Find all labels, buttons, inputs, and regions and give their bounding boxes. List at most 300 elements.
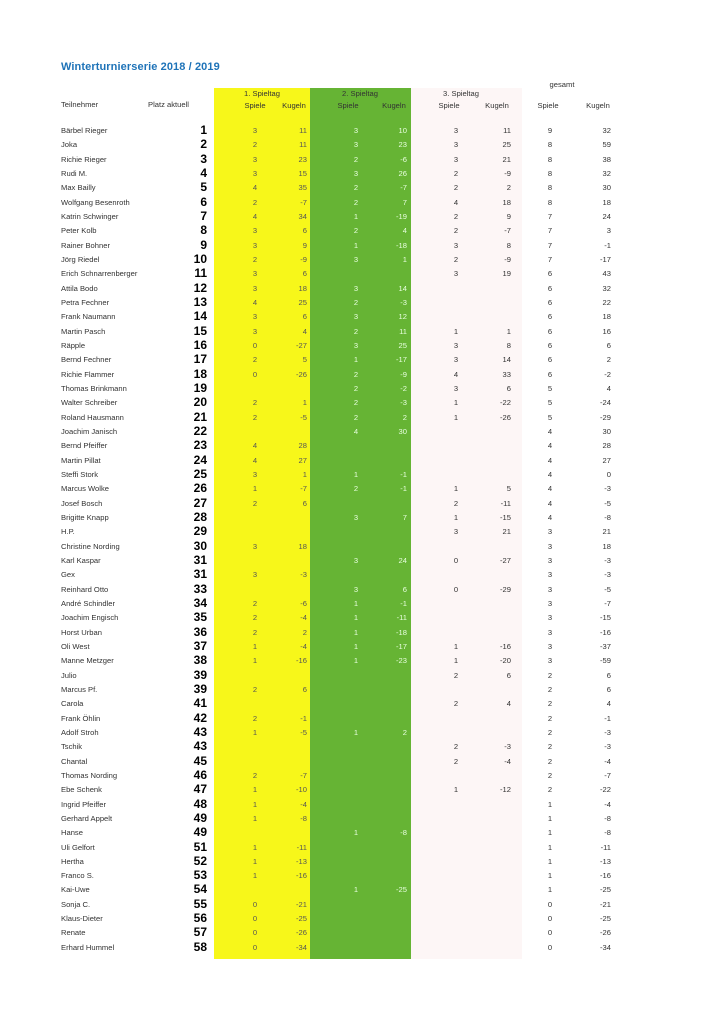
spieltag2-spiele: 1 bbox=[353, 828, 359, 838]
table-row bbox=[0, 353, 717, 367]
spieltag1-spiele: 3 bbox=[252, 126, 258, 135]
table-row bbox=[0, 697, 717, 711]
spieltag3-kugeln: -9 bbox=[504, 254, 511, 264]
participant-name: Richie Rieger bbox=[61, 154, 107, 164]
spieltag1-kugeln: 5 bbox=[302, 355, 307, 365]
spieltag1-spiele: 2 bbox=[252, 254, 258, 264]
spieltag3-kugeln: -27 bbox=[500, 555, 511, 565]
gesamt-kugeln: -5 bbox=[604, 584, 611, 594]
gesamt-kugeln: 6 bbox=[606, 670, 611, 680]
place: 38 bbox=[193, 653, 207, 668]
spieltag1-kugeln: -16 bbox=[296, 656, 307, 666]
spieltag3-kugeln: -16 bbox=[500, 641, 511, 651]
participant-name: Franco S. bbox=[61, 871, 94, 881]
spieltag3-spiele: 3 bbox=[453, 383, 459, 393]
participant-name: Katrin Schwinger bbox=[61, 211, 119, 221]
spieltag3-kugeln: -11 bbox=[500, 498, 511, 508]
spieltag3-spiele: 1 bbox=[453, 785, 459, 795]
spieltag1-spiele: 2 bbox=[252, 355, 258, 365]
spieltag2-spiele: 3 bbox=[353, 340, 359, 350]
gesamt-kugeln: -13 bbox=[600, 856, 611, 866]
table-row bbox=[0, 153, 717, 167]
gesamt-kugeln: -2 bbox=[604, 369, 611, 379]
table-row bbox=[0, 554, 717, 568]
spieltag3-spiele: 4 bbox=[453, 369, 459, 379]
spieltag2-kugeln: -1 bbox=[400, 484, 407, 494]
spieltag1-kugeln: 1 bbox=[302, 398, 307, 408]
spieltag1-kugeln: -16 bbox=[296, 871, 307, 881]
spieltag1-kugeln: -13 bbox=[296, 856, 307, 866]
spieltag2-spiele: 1 bbox=[353, 656, 359, 666]
spieltag1-kugeln: 6 bbox=[302, 312, 307, 322]
spieltag2-spiele: 3 bbox=[353, 584, 359, 594]
spieltag1-spiele: 0 bbox=[252, 928, 258, 938]
table-row bbox=[0, 124, 717, 138]
table-row bbox=[0, 167, 717, 181]
spieltag2-spiele: 3 bbox=[353, 512, 359, 522]
place: 51 bbox=[193, 839, 207, 854]
spieltag1-spiele: 4 bbox=[252, 297, 258, 307]
gesamt-spiele: 0 bbox=[547, 928, 553, 938]
spieltag2-spiele: 1 bbox=[353, 211, 359, 221]
place: 33 bbox=[193, 581, 207, 596]
place: 46 bbox=[193, 767, 207, 782]
participant-name: Erich Schnarrenberger bbox=[61, 269, 138, 279]
spieltag1-spiele: 2 bbox=[252, 498, 258, 508]
spieltag2-spiele: 2 bbox=[353, 183, 359, 193]
spieltag2-kugeln: 24 bbox=[398, 555, 407, 565]
place: 14 bbox=[193, 309, 207, 324]
header-platz: Platz aktuell bbox=[148, 100, 189, 109]
gesamt-kugeln: -8 bbox=[604, 512, 611, 522]
gesamt-spiele: 2 bbox=[547, 684, 553, 694]
spieltag1-kugeln: 4 bbox=[302, 326, 307, 336]
gesamt-spiele: 3 bbox=[547, 627, 553, 637]
spieltag3-spiele: 2 bbox=[453, 226, 459, 236]
spieltag3-spiele: 2 bbox=[453, 498, 459, 508]
participant-name: Klaus-Dieter bbox=[61, 914, 103, 924]
gesamt-spiele: 2 bbox=[547, 770, 553, 780]
place: 31 bbox=[193, 552, 207, 567]
spieltag3-kugeln: -20 bbox=[500, 656, 511, 666]
participant-name: Wolfgang Besenroth bbox=[61, 197, 130, 207]
participant-name: Gerhard Appelt bbox=[61, 813, 113, 823]
spieltag1-spiele: 4 bbox=[252, 441, 258, 451]
spieltag2-kugeln: 23 bbox=[398, 140, 407, 150]
gesamt-kugeln: -7 bbox=[604, 770, 611, 780]
table-row bbox=[0, 368, 717, 382]
header-gesamt: gesamt bbox=[549, 80, 575, 89]
gesamt-kugeln: 59 bbox=[602, 140, 611, 150]
spieltag1-kugeln: 6 bbox=[302, 498, 307, 508]
spieltag2-spiele: 2 bbox=[353, 154, 359, 164]
place: 12 bbox=[193, 280, 207, 295]
header-spiele-2: Spiele bbox=[337, 101, 359, 110]
place: 31 bbox=[193, 567, 207, 582]
header-spiele-3: Spiele bbox=[438, 101, 460, 110]
place: 45 bbox=[193, 753, 207, 768]
spieltag2-kugeln: 14 bbox=[398, 283, 407, 293]
table-row bbox=[0, 755, 717, 769]
table-row bbox=[0, 296, 717, 310]
header-spieltag2: 2. Spieltag bbox=[342, 89, 378, 98]
gesamt-kugeln: 43 bbox=[602, 269, 611, 279]
place: 37 bbox=[193, 638, 207, 653]
spieltag1-spiele: 1 bbox=[252, 484, 258, 494]
spieltag1-kugeln: 27 bbox=[298, 455, 307, 465]
spieltag1-kugeln: -5 bbox=[300, 412, 307, 422]
spieltag1-kugeln: -7 bbox=[300, 197, 307, 207]
spieltag3-kugeln: 6 bbox=[506, 383, 511, 393]
place: 49 bbox=[193, 810, 207, 825]
place: 17 bbox=[193, 352, 207, 367]
place: 28 bbox=[193, 509, 207, 524]
gesamt-kugeln: -3 bbox=[604, 570, 611, 580]
spieltag2-spiele: 1 bbox=[353, 598, 359, 608]
spieltag2-spiele: 3 bbox=[353, 312, 359, 322]
table-row bbox=[0, 912, 717, 926]
spieltag2-kugeln: -3 bbox=[400, 297, 407, 307]
spieltag3-kugeln: -4 bbox=[504, 756, 511, 766]
spieltag2-kugeln: 2 bbox=[402, 412, 407, 422]
page-title: Winterturnierserie 2018 / 2019 bbox=[61, 61, 220, 73]
participant-name: Frank Naumann bbox=[61, 312, 116, 322]
place: 49 bbox=[193, 825, 207, 840]
spieltag1-spiele: 0 bbox=[252, 899, 258, 909]
gesamt-kugeln: -29 bbox=[600, 412, 611, 422]
table-row bbox=[0, 926, 717, 940]
place: 26 bbox=[193, 481, 207, 496]
spieltag3-spiele: 2 bbox=[453, 699, 459, 709]
gesamt-kugeln: 30 bbox=[602, 183, 611, 193]
participant-name: Richie Flammer bbox=[61, 369, 115, 379]
gesamt-spiele: 7 bbox=[547, 211, 553, 221]
spieltag3-kugeln: -15 bbox=[500, 512, 511, 522]
spieltag1-spiele: 3 bbox=[252, 226, 258, 236]
gesamt-spiele: 1 bbox=[547, 799, 553, 809]
spieltag1-spiele: 0 bbox=[252, 942, 258, 952]
gesamt-spiele: 2 bbox=[547, 785, 553, 795]
table-row bbox=[0, 883, 717, 897]
spieltag3-spiele: 4 bbox=[453, 197, 459, 207]
spieltag3-kugeln: -29 bbox=[500, 584, 511, 594]
place: 21 bbox=[193, 409, 207, 424]
participant-name: Rainer Bohner bbox=[61, 240, 110, 250]
table-row bbox=[0, 181, 717, 195]
table-row bbox=[0, 425, 717, 439]
spieltag1-kugeln: -34 bbox=[296, 942, 307, 952]
gesamt-kugeln: -25 bbox=[600, 914, 611, 924]
gesamt-kugeln: -3 bbox=[604, 727, 611, 737]
spieltag3-kugeln: 21 bbox=[502, 154, 511, 164]
participant-name: Bärbel Rieger bbox=[61, 126, 108, 135]
gesamt-spiele: 2 bbox=[547, 699, 553, 709]
table-row bbox=[0, 497, 717, 511]
gesamt-spiele: 3 bbox=[547, 584, 553, 594]
gesamt-spiele: 7 bbox=[547, 254, 553, 264]
spieltag2-spiele: 1 bbox=[353, 613, 359, 623]
header-spiele-gesamt: Spiele bbox=[537, 101, 559, 110]
spieltag3-kugeln: 25 bbox=[502, 140, 511, 150]
spieltag2-kugeln: -17 bbox=[396, 641, 407, 651]
gesamt-kugeln: -16 bbox=[600, 627, 611, 637]
gesamt-spiele: 2 bbox=[547, 727, 553, 737]
participant-name: Hanse bbox=[61, 828, 83, 838]
spieltag2-kugeln: 30 bbox=[398, 426, 407, 436]
participant-name: Joachim Janisch bbox=[61, 426, 118, 436]
participant-name: Julio bbox=[61, 670, 77, 680]
spieltag2-spiele: 3 bbox=[353, 140, 359, 150]
table-row bbox=[0, 568, 717, 582]
place: 52 bbox=[193, 853, 207, 868]
participant-name: André Schindler bbox=[61, 598, 116, 608]
spieltag3-kugeln: 11 bbox=[503, 126, 511, 135]
spieltag2-kugeln: 1 bbox=[402, 254, 407, 264]
place: 35 bbox=[193, 610, 207, 625]
spieltag2-kugeln: -18 bbox=[396, 240, 407, 250]
spieltag1-kugeln: -10 bbox=[296, 785, 307, 795]
table-row bbox=[0, 239, 717, 253]
spieltag2-kugeln: -8 bbox=[400, 828, 407, 838]
spieltag1-spiele: 1 bbox=[252, 842, 258, 852]
spieltag1-spiele: 2 bbox=[252, 412, 258, 422]
participant-name: Renate bbox=[61, 928, 86, 938]
spieltag3-kugeln: -22 bbox=[500, 398, 511, 408]
gesamt-kugeln: -25 bbox=[600, 885, 611, 895]
table-row bbox=[0, 468, 717, 482]
place: 30 bbox=[193, 538, 207, 553]
participant-name: Joka bbox=[61, 140, 78, 150]
gesamt-spiele: 6 bbox=[547, 297, 553, 307]
spieltag2-spiele: 1 bbox=[353, 885, 359, 895]
table-row bbox=[0, 382, 717, 396]
gesamt-spiele: 3 bbox=[547, 641, 553, 651]
spieltag3-spiele: 3 bbox=[453, 340, 459, 350]
spieltag1-kugeln: -7 bbox=[300, 770, 307, 780]
participant-name: Ebe Schenk bbox=[61, 785, 102, 795]
spieltag2-spiele: 2 bbox=[353, 398, 359, 408]
place: 41 bbox=[193, 696, 207, 711]
spieltag2-kugeln: 7 bbox=[402, 512, 407, 522]
gesamt-kugeln: -1 bbox=[604, 240, 611, 250]
place: 58 bbox=[193, 939, 207, 954]
participant-name: Horst Urban bbox=[61, 627, 102, 637]
spieltag3-spiele: 3 bbox=[453, 140, 459, 150]
place: 34 bbox=[193, 595, 207, 610]
spieltag2-spiele: 1 bbox=[353, 641, 359, 651]
place: 20 bbox=[193, 395, 207, 410]
place: 27 bbox=[193, 495, 207, 510]
spieltag3-spiele: 1 bbox=[453, 641, 459, 651]
gesamt-kugeln: -3 bbox=[604, 742, 611, 752]
gesamt-spiele: 7 bbox=[547, 240, 553, 250]
gesamt-kugeln: -34 bbox=[600, 942, 611, 952]
table-row bbox=[0, 482, 717, 496]
spieltag1-kugeln: -5 bbox=[300, 727, 307, 737]
spieltag1-spiele: 2 bbox=[252, 684, 258, 694]
gesamt-spiele: 8 bbox=[547, 197, 553, 207]
spieltag2-kugeln: 6 bbox=[402, 584, 407, 594]
participant-name: Rudi M. bbox=[61, 168, 88, 178]
spieltag1-kugeln: 9 bbox=[302, 240, 307, 250]
place: 53 bbox=[193, 868, 207, 883]
place: 39 bbox=[193, 667, 207, 682]
participant-name: Roland Hausmann bbox=[61, 412, 124, 422]
spieltag3-spiele: 0 bbox=[453, 584, 459, 594]
place: 57 bbox=[193, 925, 207, 940]
spieltag3-spiele: 2 bbox=[453, 742, 459, 752]
spieltag1-kugeln: -3 bbox=[300, 570, 307, 580]
gesamt-kugeln: -11 bbox=[600, 842, 611, 852]
spieltag2-kugeln: -18 bbox=[396, 627, 407, 637]
table-row bbox=[0, 511, 717, 525]
gesamt-kugeln: 16 bbox=[602, 326, 611, 336]
gesamt-spiele: 8 bbox=[547, 154, 553, 164]
participant-name: Thomas Nording bbox=[61, 770, 118, 780]
participant-name: Reinhard Otto bbox=[61, 584, 109, 594]
table-row bbox=[0, 267, 717, 281]
spieltag3-spiele: 3 bbox=[453, 269, 459, 279]
place: 25 bbox=[193, 466, 207, 481]
spieltag1-kugeln: 28 bbox=[298, 441, 307, 451]
spieltag1-kugeln: -4 bbox=[300, 613, 307, 623]
participant-name: Sonja C. bbox=[61, 899, 91, 909]
gesamt-kugeln: -3 bbox=[604, 555, 611, 565]
spieltag2-kugeln: -7 bbox=[400, 183, 407, 193]
spieltag1-kugeln: -1 bbox=[300, 713, 307, 723]
table-row bbox=[0, 869, 717, 883]
spieltag3-kugeln: -26 bbox=[500, 412, 511, 422]
spieltag2-spiele: 2 bbox=[353, 226, 359, 236]
gesamt-spiele: 1 bbox=[547, 842, 553, 852]
spieltag1-spiele: 2 bbox=[252, 770, 258, 780]
table-row bbox=[0, 339, 717, 353]
spieltag3-spiele: 3 bbox=[453, 154, 459, 164]
spieltag3-kugeln: 8 bbox=[506, 240, 511, 250]
spieltag2-spiele: 3 bbox=[353, 126, 359, 135]
participant-name: Walter Schreiber bbox=[61, 398, 118, 408]
spieltag3-spiele: 1 bbox=[453, 412, 459, 422]
spieltag3-spiele: 1 bbox=[453, 326, 459, 336]
spieltag1-kugeln: -21 bbox=[296, 899, 307, 909]
gesamt-spiele: 3 bbox=[547, 570, 553, 580]
spieltag1-spiele: 3 bbox=[252, 240, 258, 250]
spieltag2-kugeln: -9 bbox=[400, 369, 407, 379]
participant-name: Uli Gelfort bbox=[61, 842, 95, 852]
spieltag1-kugeln: 35 bbox=[298, 183, 307, 193]
gesamt-kugeln: -24 bbox=[600, 398, 611, 408]
gesamt-spiele: 8 bbox=[547, 168, 553, 178]
participant-name: Petra Fechner bbox=[61, 297, 110, 307]
spieltag2-kugeln: -25 bbox=[396, 885, 407, 895]
place: 43 bbox=[193, 739, 207, 754]
spieltag1-kugeln: 6 bbox=[302, 226, 307, 236]
table-row bbox=[0, 826, 717, 840]
participant-name: Räpple bbox=[61, 340, 86, 350]
table-row bbox=[0, 855, 717, 869]
place: 56 bbox=[193, 911, 207, 926]
participant-name: Joachim Engisch bbox=[61, 613, 119, 623]
spieltag1-kugeln: -26 bbox=[296, 369, 307, 379]
gesamt-kugeln: -8 bbox=[604, 813, 611, 823]
gesamt-kugeln: 2 bbox=[606, 355, 611, 365]
spieltag1-spiele: 2 bbox=[252, 598, 258, 608]
spieltag3-spiele: 1 bbox=[453, 398, 459, 408]
table-row bbox=[0, 454, 717, 468]
header-spieltag1: 1. Spieltag bbox=[244, 89, 280, 98]
spieltag3-spiele: 3 bbox=[453, 527, 459, 537]
spieltag1-kugeln: 34 bbox=[298, 211, 307, 221]
participant-name: Attila Bodo bbox=[61, 283, 98, 293]
spieltag1-kugeln: -11 bbox=[296, 842, 307, 852]
participant-name: Josef Bosch bbox=[61, 498, 103, 508]
table-row bbox=[0, 683, 717, 697]
place: 48 bbox=[193, 796, 207, 811]
spieltag2-kugeln: -2 bbox=[400, 383, 407, 393]
spieltag2-kugeln: -1 bbox=[400, 598, 407, 608]
spieltag1-kugeln: -4 bbox=[300, 799, 307, 809]
place: 13 bbox=[193, 294, 207, 309]
place: 9 bbox=[200, 237, 207, 252]
spieltag1-spiele: 1 bbox=[252, 871, 258, 881]
table-row bbox=[0, 325, 717, 339]
place: 4 bbox=[200, 165, 207, 180]
gesamt-spiele: 6 bbox=[547, 326, 553, 336]
spieltag1-spiele: 3 bbox=[252, 326, 258, 336]
spieltag3-kugeln: 9 bbox=[506, 211, 511, 221]
spieltag2-spiele: 3 bbox=[353, 283, 359, 293]
spieltag2-kugeln: 26 bbox=[398, 168, 407, 178]
spieltag1-spiele: 2 bbox=[252, 140, 258, 150]
gesamt-kugeln: -16 bbox=[600, 871, 611, 881]
gesamt-kugeln: 6 bbox=[606, 684, 611, 694]
table-row bbox=[0, 210, 717, 224]
gesamt-kugeln: 27 bbox=[602, 455, 611, 465]
table-row bbox=[0, 783, 717, 797]
spieltag2-kugeln: 2 bbox=[402, 727, 407, 737]
spieltag3-spiele: 2 bbox=[453, 211, 459, 221]
spieltag1-kugeln: 15 bbox=[298, 168, 307, 178]
participant-name: Erhard Hummel bbox=[61, 942, 115, 952]
spieltag1-kugeln: 23 bbox=[298, 154, 307, 164]
spieltag3-spiele: 2 bbox=[453, 254, 459, 264]
spieltag1-kugeln: -27 bbox=[296, 340, 307, 350]
spieltag1-spiele: 1 bbox=[252, 799, 258, 809]
table-row bbox=[0, 138, 717, 152]
gesamt-kugeln: -7 bbox=[604, 598, 611, 608]
table-row bbox=[0, 841, 717, 855]
spieltag1-spiele: 3 bbox=[252, 541, 258, 551]
spieltag2-spiele: 1 bbox=[353, 355, 359, 365]
gesamt-kugeln: 38 bbox=[602, 154, 611, 164]
gesamt-spiele: 4 bbox=[547, 498, 553, 508]
place: 42 bbox=[193, 710, 207, 725]
gesamt-spiele: 6 bbox=[547, 269, 553, 279]
spieltag1-kugeln: -7 bbox=[300, 484, 307, 494]
participant-name: Martin Pillat bbox=[61, 455, 101, 465]
gesamt-kugeln: 6 bbox=[606, 340, 611, 350]
gesamt-kugeln: 18 bbox=[602, 312, 611, 322]
gesamt-kugeln: 32 bbox=[602, 126, 611, 135]
participant-name: Hertha bbox=[61, 856, 84, 866]
table-row bbox=[0, 282, 717, 296]
place: 2 bbox=[200, 137, 207, 152]
spieltag2-spiele: 2 bbox=[353, 412, 359, 422]
participant-name: Tschik bbox=[61, 742, 83, 752]
table-row bbox=[0, 626, 717, 640]
spieltag1-spiele: 3 bbox=[252, 154, 258, 164]
gesamt-spiele: 8 bbox=[547, 183, 553, 193]
